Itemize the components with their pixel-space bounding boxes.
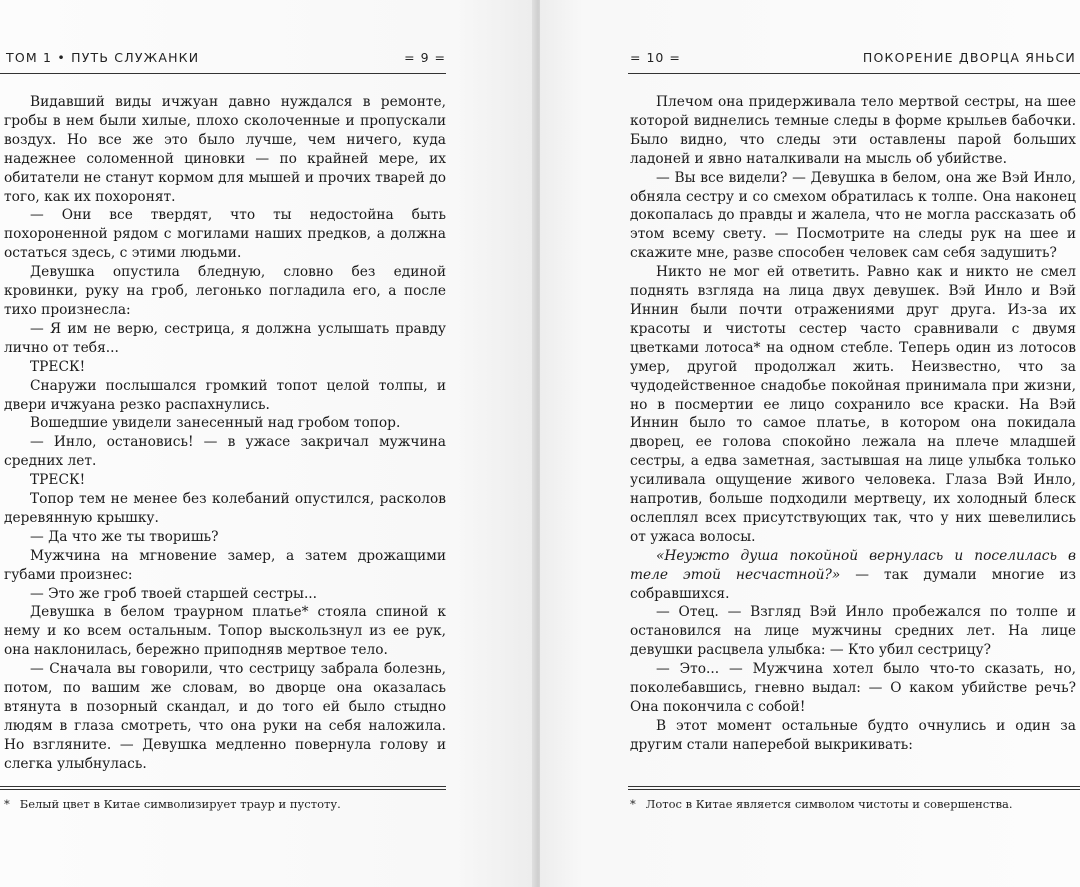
quote-tail: — так думали многие из собравшихся. — [630, 566, 1076, 602]
footnote-mark-left: * — [4, 797, 10, 811]
paragraph: — Это... — Мужчина хотел было что-то сказать, но, поколебавшись, гневно выдал: — О каком убийстве речь? Она покончила с собой! — [630, 661, 1076, 715]
right-body-text — [630, 93, 1076, 755]
paragraph: Плечом она придерживала тело мертвой сестры, на шее которой виднелись темные следы в форме крыльев бабочки. Было видно, что следы эти оставлены парой больших ладоней и явно наталкивали на мысль об убийстве. — [630, 94, 1076, 167]
paragraph: — Сначала вы говорили, что сестрицу забрала болезнь, потом, по вашим же словам, во дворце она оказалась втянута в позорный скандал, и до того ей было стыдно людям в глаза смотреть, что она руки на себя наложила. Но взгляните. — Девушка медленно повернула голову и слегка улыбнулась. — [4, 661, 446, 772]
footnote-rule-left — [0, 786, 446, 787]
paragraph: Мужчина на мгновение замер, а затем дрожащими губами произнес: — [4, 547, 446, 583]
footnote-text-right: Лотос в Китае является символом чистоты и совершенства. — [645, 797, 1013, 811]
paragraph: — Я им не верю, сестрица, я должна услышать правду лично от тебя... — [4, 320, 446, 356]
italic-quote-paragraph — [630, 547, 1076, 604]
paragraph: — Они все твердят, что ты недостойна быть похороненной рядом с могилами наших предков, а должна остаться здесь, с этими людьми. — [4, 207, 446, 262]
paragraph: — Инло, остановись! — в ужасе закричал мужчина средних лет. — [4, 434, 446, 470]
paragraph: — Вы все видели? — Девушка в белом, она же Вэй Инло, обняла сестру и со смехом обратилась к толпе. Она наконец докопалась до правды и жалела, что не могла рассказать об этом всему свету. — Посмотрите на следы рук на шее и скажите мне, разве способен человек сам себя задушить? — [630, 169, 1076, 262]
paragraph: — Отец. — Взгляд Вэй Инло пробежался по толпе и остановился на лице мужчины средних лет. На лице девушки расцвела улыбка: — Кто убил сестрицу? — [630, 604, 1076, 659]
left-header — [6, 50, 446, 70]
paragraph: ТРЕСК! — [30, 472, 86, 489]
paragraph: Топор тем не менее без колебаний опустился, расколов деревянную крышку. — [4, 491, 446, 526]
paragraph: Никто не мог ей ответить. Равно как и никто не смел поднять взгляда на лица двух девушек. Вэй Инло и Вэй Иннин были почти отражениями друг друга. Из-за их красоты и чистоты сестер часто сравнивали с двумя цветками лотоса* на одном стебле. Теперь один из лотосов умер, другой продолжал жить. Неизвестно, что за чудодейственное снадобье покойная принимала при жизни, но в посмертии ее лицо сохранило все краски. На Вэй Иннин было то самое платье, в котором она покидала дворец, ее голова спокойно лежала на плече младшей сестры, а едва заметная, застывшая на лице улыбка только усиливала ощущение живого человека. Глаза Вэй Инло, напротив, больше подходили мертвецу, их холодный блеск ослеплял всех присутствующих так, что у них шевелились от ужаса волосы. — [630, 264, 1076, 545]
footnote-text-left: Белый цвет в Китае символизирует траур и пустоту. — [19, 797, 341, 811]
paragraph: Девушка опустила бледную, словно без единой кровинки, руку на гроб, легонько погладила его, а после тихо произнесла: — [4, 264, 446, 318]
running-head-right: ПОКОРЕНИЕ ДВОРЦА ЯНЬСИ — [862, 50, 1076, 65]
footnote-rule-right — [628, 786, 1080, 787]
running-head-left: ТОМ 1 • ПУТЬ СЛУЖАНКИ — [6, 50, 200, 65]
page-number-right: = 10 = — [630, 50, 681, 65]
paragraph: — Это же гроб твоей старшей сестры... — [30, 585, 318, 602]
paragraph: — Да что же ты творишь? — [30, 528, 219, 545]
footnote-mark-right: * — [630, 797, 636, 811]
paragraph: В этот момент остальные будто очнулись и один за другим стали наперебой выкрикивать: — [630, 717, 1076, 753]
paragraph: Девушка в белом траурном платье* стояла спиной к нему и ко всем остальным. Топор выскользнул из ее рук, она наклонилась, бережно приподняв мертвое тело. — [4, 604, 446, 659]
left-page — [0, 0, 536, 887]
header-rule-right — [628, 73, 1080, 74]
paragraph: Снаружи послышался громкий топот целой толпы, и двери ичжуана резко распахнулись. — [4, 377, 446, 413]
footnote-left — [4, 797, 444, 812]
paragraph: Видавший виды ичжуан давно нуждался в ремонте, гробы в нем были хилые, плохо сколоченные и пропускали воздух. Но все же это было лучше, чем ничего, куда надежнее соломенной циновки — по крайней мере, их обитатели не станут кормом для мышей и прочих тварей до того, как их похоронят. — [4, 94, 446, 205]
right-page — [540, 0, 1080, 887]
right-header — [630, 50, 1076, 70]
italic-quote: «Неужто душа покойной вернулась и поселилась в теле этой несчастной?» — [630, 547, 1076, 583]
left-body-text — [4, 93, 446, 774]
paragraph: Вошедшие увидели занесенный над гробом топор. — [30, 415, 401, 432]
paragraph: ТРЕСК! — [30, 358, 86, 375]
header-rule-left — [0, 73, 446, 74]
page-number-left: = 9 = — [404, 50, 446, 65]
footnote-right — [630, 797, 1070, 812]
